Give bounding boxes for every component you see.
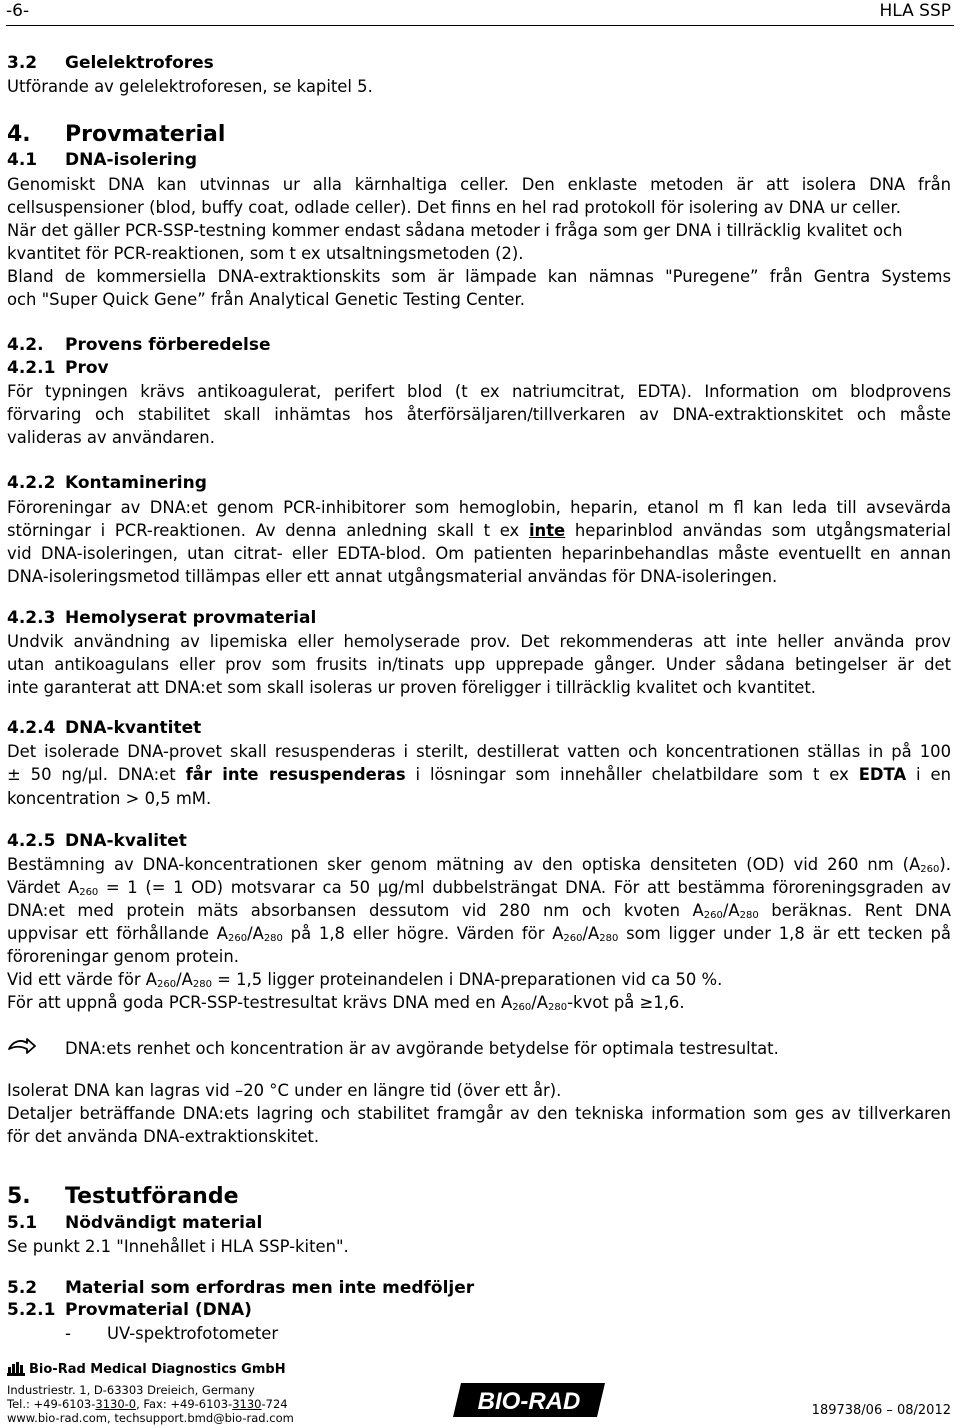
paragraph-line: Genomiskt DNA kan utvinnas ur alla kärnhaltiga celler. Den enklaste metoden är att isolera DNA från: [7, 175, 951, 194]
paragraph-line: utan antikoagulans eller prov som frusits in/tinats upp upprepade gånger. Under sådana betingelser är det: [7, 655, 951, 674]
company-phone: Tel.: +49-6103-3130-0, Fax: +49-6103-3130-724: [7, 1397, 288, 1411]
paragraph-5-1: Se punkt 2.1 "Innehållet i HLA SSP-kiten".: [7, 1237, 349, 1256]
emphasis-no-resuspend: får inte resuspenderas: [185, 765, 406, 784]
paragraph-line: DNA:et med protein mäts absorbansen dessutom vid 280 nm och kvoten $A_{260}/A_{280}$ beräknas. Rent DNA: [7, 901, 951, 921]
paragraph-line: Bestämning av DNA-koncentrationen sker genom mätning av den optiska densiteten (OD) vid 260 nm $(A_{260})$.: [7, 855, 951, 875]
paragraph-line: koncentration > 0,5 mM.: [7, 789, 212, 808]
header-divider: [6, 25, 954, 26]
paragraph-line: valideras av användaren.: [7, 428, 215, 447]
paragraph-line: Undvik användning av lipemiska eller hemolyserade prov. Det rekommenderas att inte heller använda prov: [7, 632, 951, 651]
paragraph-line: Detaljer beträffande DNA:ets lagring och stabilitet framgår av den tekniska information som ges av tillverkaren: [7, 1104, 951, 1123]
note-text: DNA:ets renhet och koncentration är av avgörande betydelse för optimala testresultat.: [65, 1039, 779, 1058]
heading-4-2-3: 4.2.3 Hemolyserat provmaterial: [7, 608, 317, 628]
company-web: www.bio-rad.com, techsupport.bmd@bio-rad.com: [7, 1411, 294, 1425]
heading-4-1: 4.1 DNA-isolering: [7, 150, 198, 170]
page-number: -6-: [6, 1, 30, 21]
heading-5-1: 5.1 Nödvändigt material: [7, 1213, 263, 1233]
heading-4-2-4: 4.2.4 DNA-kvantitet: [7, 718, 202, 738]
paragraph-3-2: Utförande av gelelektroforesen, se kapitel 5.: [7, 77, 373, 96]
heading-3-2: 3.2 Gelelektrofores: [7, 53, 214, 73]
arrow-icon: [7, 1035, 37, 1061]
paragraph-line: cellsuspensioner (blod, buffy coat, odlade celler). Det finns en hel rad protokoll för isolering av DNA ur celler.: [7, 198, 901, 217]
paragraph-line: Bland de kommersiella DNA-extraktionskits som är lämpade kan nämnas "Puregene” från Gentra Systems: [7, 267, 951, 286]
paragraph-line: Isolerat DNA kan lagras vid –20 °C under en längre tid (över ett år).: [7, 1081, 562, 1100]
paragraph-line: För typningen krävs antikoagulerat, perifert blod (t ex natriumcitrat, EDTA). Information om blodprovens: [7, 382, 951, 401]
paragraph-line: kvantitet för PCR-reaktionen, som t ex utsaltningsmetoden (2).: [7, 244, 524, 263]
paragraph-line: Det isolerade DNA-provet skall resuspenderas i sterilt, destillerat vatten och koncentrationen ställas in på 100: [7, 742, 951, 761]
paragraph-line: vid DNA-isoleringen, utan citrat- eller EDTA-blod. Om patienten heparinbehandlas måste eventuellt en annan: [7, 544, 951, 563]
paragraph-line: DNA-isoleringsmetod tillämpas eller ett annat utgångsmaterial användas för DNA-isoleringen.: [7, 567, 778, 586]
svg-text:BIO-RAD: BIO-RAD: [477, 1388, 581, 1415]
paragraph-line: föroreningar genom protein.: [7, 947, 239, 966]
paragraph-line: inte garanterat att DNA:et som skall isoleras ur proven föreligger i tillräcklig kvalitet och kvantitet.: [7, 678, 816, 697]
heading-5-2: 5.2 Material som erfordras men inte medföljer: [7, 1278, 475, 1298]
paragraph-line: För att uppnå goda PCR-SSP-testresultat krävs DNA med en $A_{260}/A_{280}$-kvot på ≥1,6.: [7, 993, 685, 1013]
paragraph-line: När det gäller PCR-SSP-testning kommer endast sådana metoder i fråga som ger DNA i tillräcklig kvalitet och: [7, 221, 903, 240]
list-item: - UV-spektrofotometer: [65, 1324, 279, 1343]
heading-5: 5. Testutförande: [7, 1184, 239, 1209]
paragraph-line: Vid ett värde för $A_{260}/A_{280} = 1,5$ ligger proteinandelen i DNA-preparationen vid ca 50 %.: [7, 970, 723, 990]
paragraph-line: Värdet $A_{260} = 1$ (= 1 OD) motsvarar ca 50 µg/ml dubbelsträngat DNA. För att bestämma föroreningsgraden av: [7, 878, 951, 898]
paragraph-line: förvaring och stabilitet skall inhämtas hos återförsäljaren/tillverkaren av DNA-extraktionskitet och måste: [7, 405, 951, 424]
heading-4-2-2: 4.2.2 Kontaminering: [7, 473, 207, 493]
heading-4-2: 4.2. Provens förberedelse: [7, 335, 271, 355]
document-reference: 189738/06 – 08/2012: [811, 1403, 951, 1418]
paragraph-line: och "Super Quick Gene” från Analytical Genetic Testing Center.: [7, 290, 525, 309]
company-address: Industriestr. 1, D-63303 Dreieich, Germany: [7, 1383, 255, 1397]
company-name: Bio-Rad Medical Diagnostics GmbH: [29, 1362, 286, 1377]
emphasis-edta: EDTA: [858, 765, 907, 784]
paragraph-line: störningar i PCR-reaktionen. Av denna anledning skall t ex inte heparinblod användas som utgångsmaterial: [7, 521, 951, 540]
bio-rad-logo: [451, 1381, 607, 1419]
paragraph-line: för det använda DNA-extraktionskitet.: [7, 1127, 320, 1146]
heading-4: 4. Provmaterial: [7, 122, 226, 147]
paragraph-line: ± 50 ng/µl. DNA:et får inte resuspenderas i lösningar som innehåller chelatbildare som t ex EDTA i en: [7, 765, 951, 784]
bio-rad-hand-icon: [7, 1361, 27, 1381]
paragraph-line: Föroreningar av DNA:et genom PCR-inhibitorer som hemoglobin, heparin, etanol m fl kan leda till avsevärda: [7, 498, 951, 517]
heading-5-2-1: 5.2.1 Provmaterial (DNA): [7, 1300, 252, 1320]
paragraph-line: uppvisar ett förhållande $A_{260}/A_{280}$ på 1,8 eller högre. Värden för $A_{260}/A_{280}$ som ligger under 1,8 är ett tecken på: [7, 924, 951, 944]
heading-4-2-1: 4.2.1 Prov: [7, 358, 109, 378]
product-name: HLA SSP: [879, 1, 951, 21]
heading-4-2-5: 4.2.5 DNA-kvalitet: [7, 831, 187, 851]
emphasis-inte: inte: [528, 521, 566, 540]
